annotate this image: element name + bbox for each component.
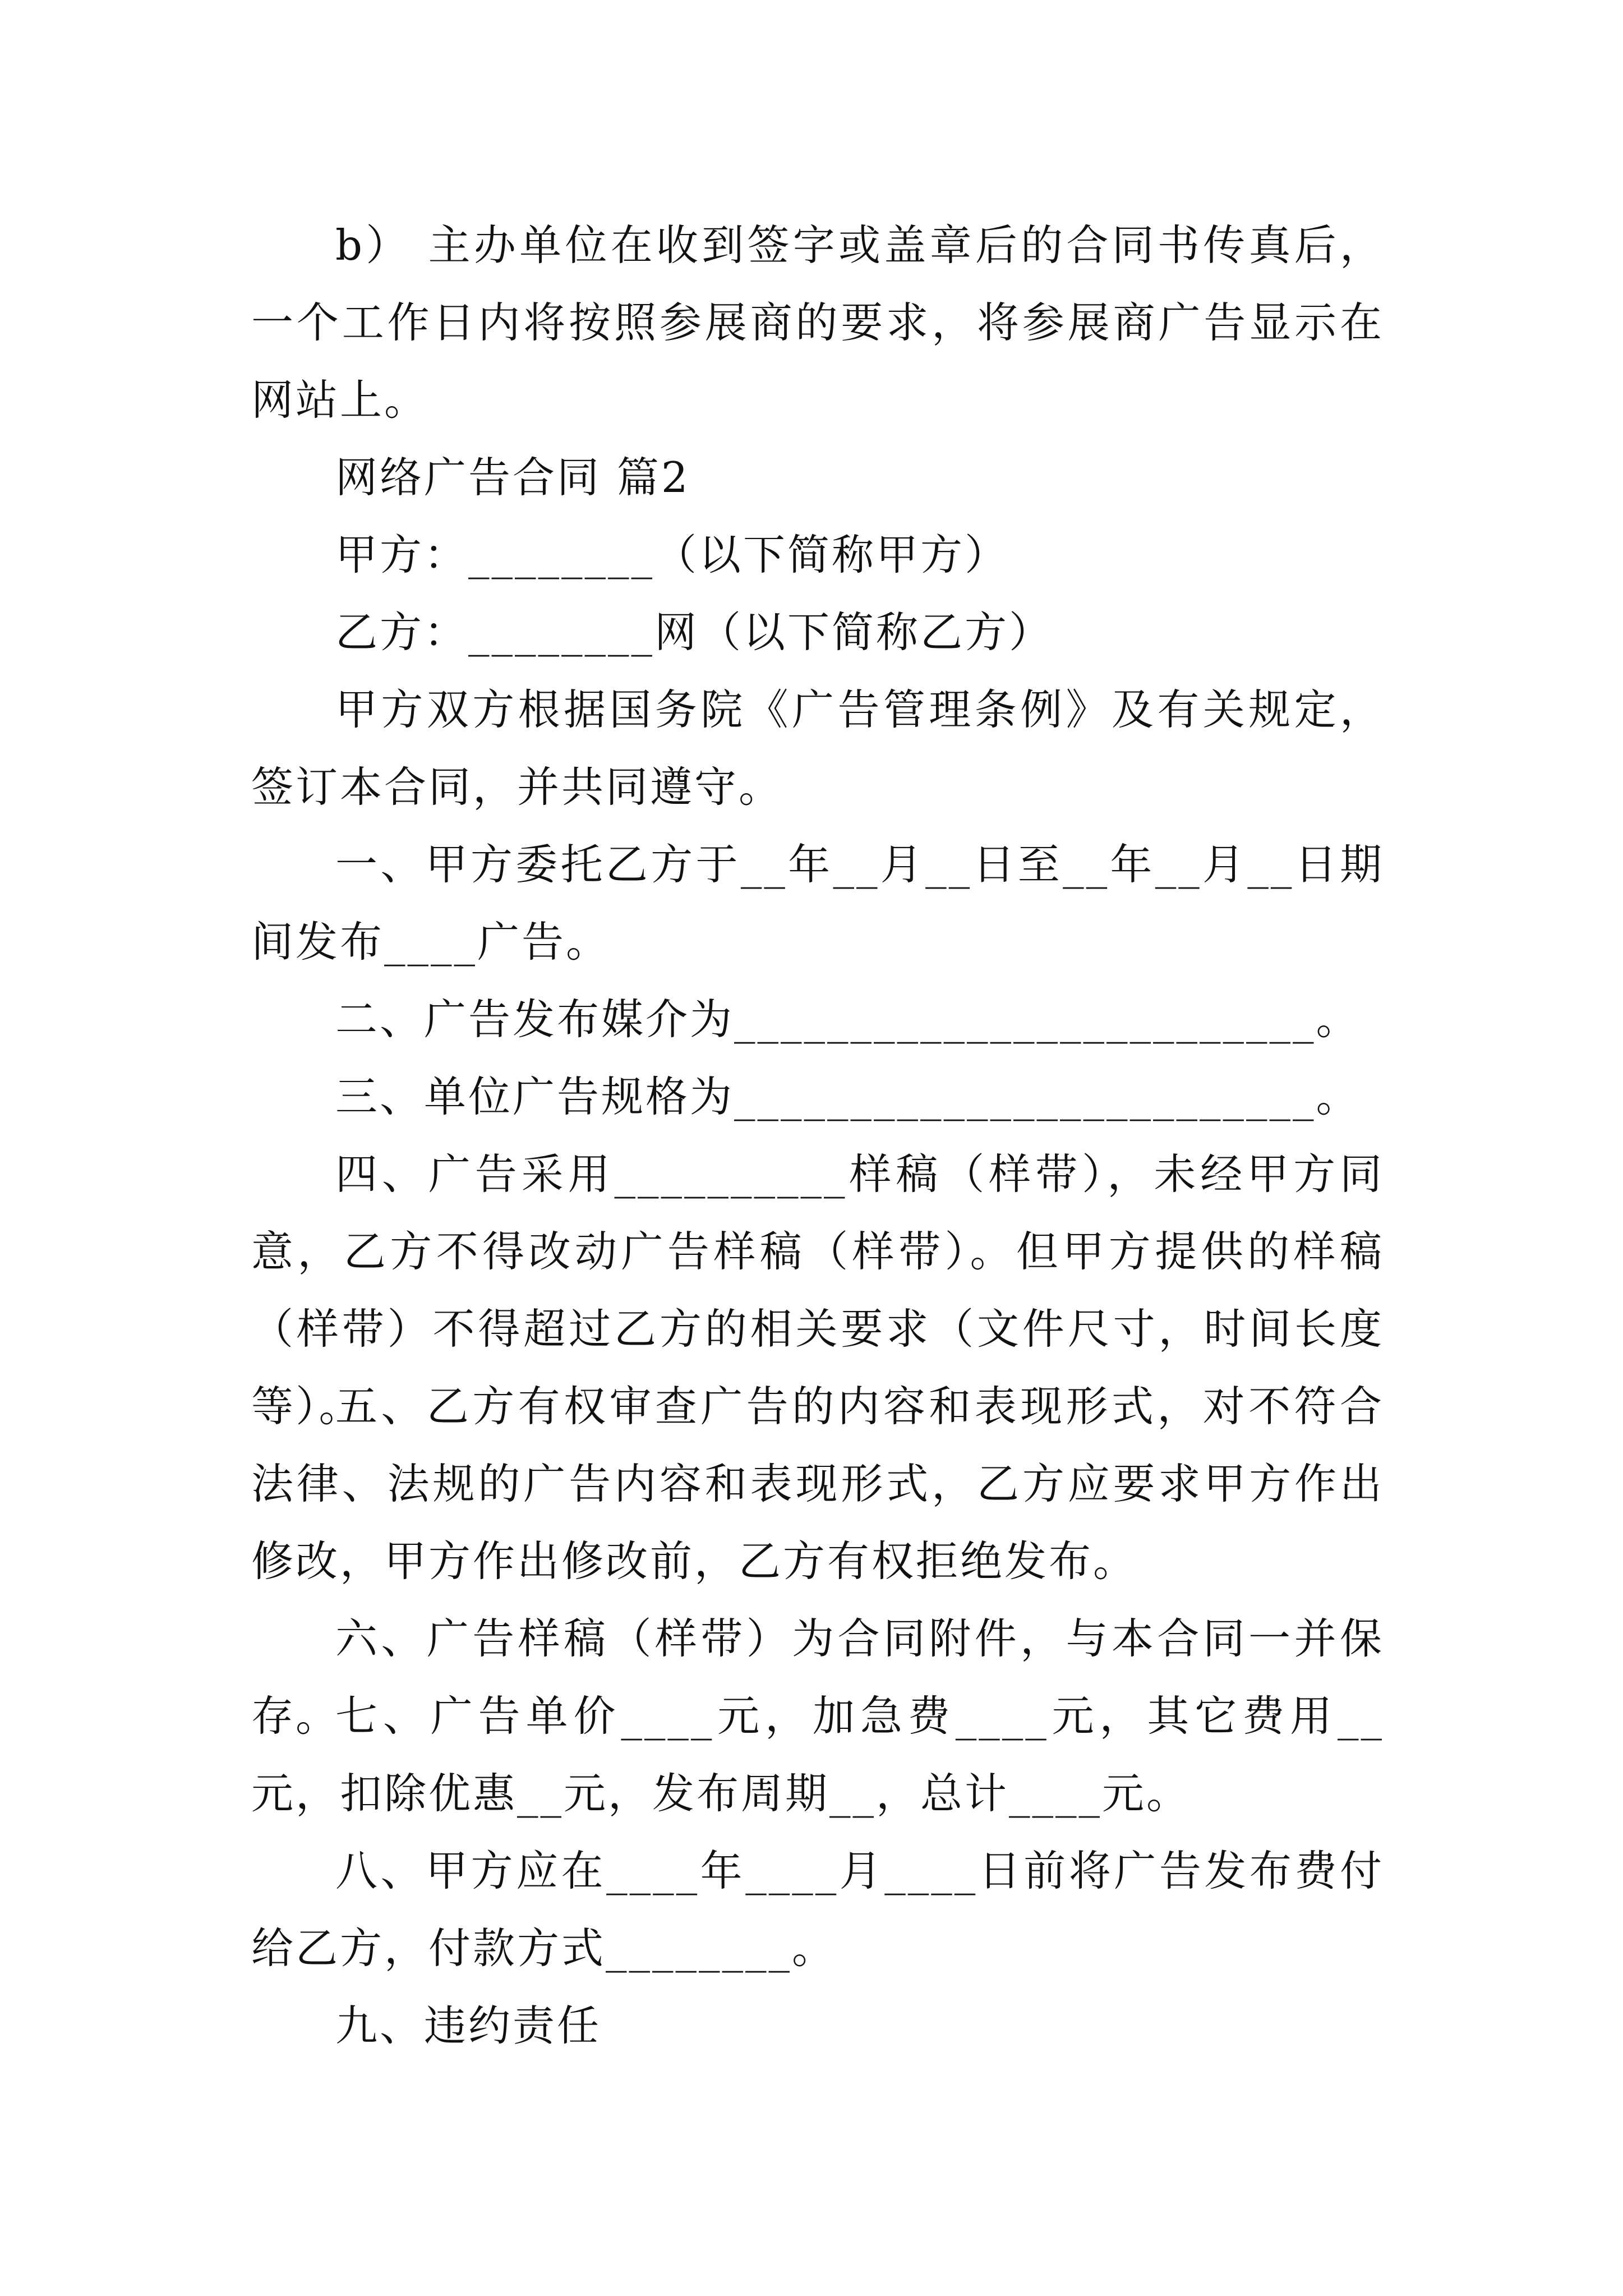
clause-6: 六、广告样稿（样带）为合同附件，与本合同一并保存。 — [251, 1614, 1384, 1741]
clause-1: 一、甲方委托乙方于__年__月__日至__年__月__日期间发布____广告。 — [251, 840, 1384, 967]
clause-2: 二、广告发布媒介为_________________________。 — [335, 995, 1361, 1044]
clause-8: 八、甲方应在____年____月____日前将广告发布费付给乙方，付款方式________。 — [251, 1846, 1384, 1973]
preamble-paragraph: 甲方双方根据国务院《广告管理条例》及有关规定，签订本合同，并共同遵守。 — [251, 685, 1384, 812]
clause-4: 四、广告采用__________样稿（样带），未经甲方同意，乙方不得改动广告样稿（样带）。但甲方提供的样稿（样带）不得超过乙方的相关要求（文件尺寸，时间长度等）。 — [251, 1149, 1384, 1431]
clause-9-heading: 九、违约责任 — [335, 2001, 602, 2050]
clause-3: 三、单位广告规格为_________________________。 — [335, 1072, 1361, 1121]
clause-7: 七、广告单价____元，加急费____元，其它费用__元，扣除优惠__元，发布周期__，总计____元。 — [251, 1691, 1384, 1818]
clause-5: 五、乙方有权审查广告的内容和表现形式，对不符合法律、法规的广告内容和表现形式，乙方应要求甲方作出修改，甲方作出修改前，乙方有权拒绝发布。 — [251, 1382, 1384, 1586]
party-a-line: 甲方：________（以下简称甲方） — [335, 530, 1009, 579]
paragraph-b-clause: b） 主办单位在收到签字或盖章后的合同书传真后，一个工作日内将按照参展商的要求，将参展商广告显示在网站上。 — [251, 220, 1384, 425]
party-b-line: 乙方：________网（以下简称乙方） — [335, 608, 1054, 657]
section-title: 网络广告合同 篇2 — [335, 453, 690, 502]
